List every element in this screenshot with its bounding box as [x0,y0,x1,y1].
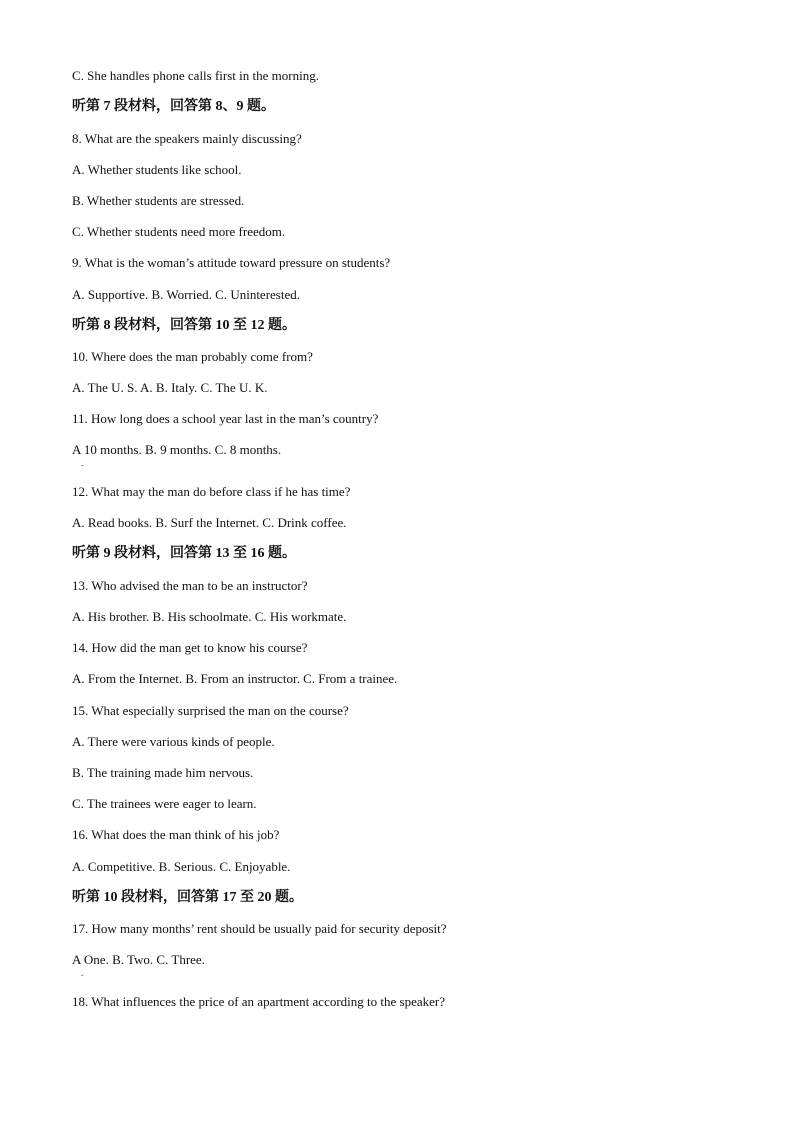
options-10: A. The U. S. A. B. Italy. C. The U. K. [72,380,268,395]
question-17: 17. How many months’ rent should be usually paid for security deposit? [72,921,447,936]
option-8b: B. Whether students are stressed. [72,193,245,208]
question-10: 10. Where does the man probably come from? [72,349,313,364]
option-15a: A. There were various kinds of people. [72,734,275,749]
section-heading-8: 听第 8 段材料，回答第 10 至 12 题。 [72,318,296,333]
options-17: A One. B. Two. C. Three. [72,952,205,967]
option-8a: A. Whether students like school. [72,162,242,177]
option-15c: C. The trainees were eager to learn. [72,796,257,811]
option-8c: C. Whether students need more freedom. [72,224,286,239]
options-9: A. Supportive. B. Worried. C. Uninterested. [72,287,300,302]
options-14: A. From the Internet. B. From an instructor. C. From a trainee. [72,671,398,686]
question-13: 13. Who advised the man to be an instructor? [72,578,308,593]
question-14: 14. How did the man get to know his course? [72,640,308,655]
options-13: A. His brother. B. His schoolmate. C. His workmate. [72,609,347,624]
section-heading-10: 听第 10 段材料，回答第 17 至 20 题。 [72,890,303,905]
question-16: 16. What does the man think of his job? [72,827,280,842]
question-12: 12. What may the man do before class if he has time? [72,484,351,499]
section-heading-7: 听第 7 段材料，回答第 8、9 题。 [72,99,275,114]
question-15: 15. What especially surprised the man on the course? [72,703,349,718]
option-15b: B. The training made him nervous. [72,765,254,780]
options-11: A 10 months. B. 9 months. C. 8 months. [72,442,282,457]
option-7c: C. She handles phone calls first in the morning. [72,68,319,83]
options-12: A. Read books. B. Surf the Internet. C. Drink coffee. [72,515,347,530]
options-16: A. Competitive. B. Serious. C. Enjoyable. [72,859,291,874]
option-dot-mark: . [81,968,84,978]
section-heading-9: 听第 9 段材料，回答第 13 至 16 题。 [72,546,296,561]
question-11: 11. How long does a school year last in the man’s country? [72,411,379,426]
option-dot-mark: . [81,458,84,468]
question-9: 9. What is the woman’s attitude toward pressure on students? [72,255,391,270]
question-8: 8. What are the speakers mainly discussing? [72,131,302,146]
question-18: 18. What influences the price of an apartment according to the speaker? [72,994,445,1009]
